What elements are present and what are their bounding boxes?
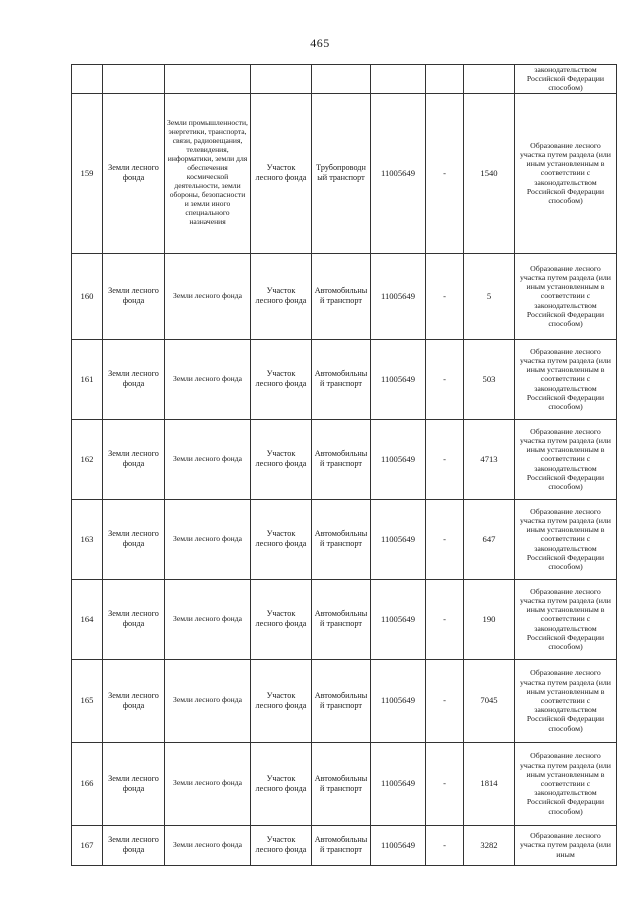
cell-method: Образование лесного участка путем раздела (или иным установленным в соответствии с законодательством Российской Федерации способом) (515, 742, 617, 825)
cell-object: Участок лесного фонда (251, 579, 312, 659)
cell-object: Участок лесного фонда (251, 339, 312, 419)
cell-purpose: Автомобильный транспорт (312, 253, 371, 339)
table-row (72, 825, 617, 865)
cell-code: 11005649 (371, 579, 426, 659)
cell-method: Образование лесного участка путем раздела (или иным (515, 825, 617, 865)
carryover-row (72, 65, 617, 94)
cell-purpose: Автомобильный транспорт (312, 579, 371, 659)
cell-purpose (312, 65, 371, 94)
cell-no: 159 (72, 93, 103, 253)
cell-area: 5 (464, 253, 515, 339)
cell-object: Участок лесного фонда (251, 742, 312, 825)
cell-category: Земли лесного фонда (103, 419, 165, 499)
cell-code: 11005649 (371, 419, 426, 499)
cell-permitted-use: Земли лесного фонда (165, 253, 251, 339)
cell-area: 1540 (464, 93, 515, 253)
cell-method: Образование лесного участка путем раздела (или иным установленным в соответствии с законодательством Российской Федерации способом) (515, 499, 617, 579)
cell-area (464, 65, 515, 94)
cell-category: Земли лесного фонда (103, 253, 165, 339)
cell-permitted-use: Земли лесного фонда (165, 419, 251, 499)
cell-category: Земли лесного фонда (103, 825, 165, 865)
cell-no: 167 (72, 825, 103, 865)
cell-code: 11005649 (371, 499, 426, 579)
cell-no: 160 (72, 253, 103, 339)
cell-no: 164 (72, 579, 103, 659)
cell-permitted-use: Земли лесного фонда (165, 579, 251, 659)
cell-method: Образование лесного участка путем раздела (или иным установленным в соответствии с законодательством Российской Федерации способом) (515, 659, 617, 742)
cell-area: 4713 (464, 419, 515, 499)
cell-permitted-use: Земли лесного фонда (165, 742, 251, 825)
cell-category: Земли лесного фонда (103, 742, 165, 825)
cell-dash: - (426, 825, 464, 865)
cell-category (103, 65, 165, 94)
cell-code: 11005649 (371, 659, 426, 742)
cell-object (251, 65, 312, 94)
cell-purpose: Автомобильный транспорт (312, 742, 371, 825)
cell-purpose: Автомобильный транспорт (312, 419, 371, 499)
cell-method: Образование лесного участка путем раздела (или иным установленным в соответствии с законодательством Российской Федерации способом) (515, 339, 617, 419)
cell-no: 162 (72, 419, 103, 499)
cell-object: Участок лесного фонда (251, 825, 312, 865)
cell-area: 647 (464, 499, 515, 579)
table-row (72, 419, 617, 499)
cell-method: законодательством Российской Федерации способом) (515, 65, 617, 94)
cell-area: 190 (464, 579, 515, 659)
cell-dash (426, 65, 464, 94)
cell-purpose: Автомобильный транспорт (312, 339, 371, 419)
cell-purpose: Автомобильный транспорт (312, 499, 371, 579)
cell-area: 3282 (464, 825, 515, 865)
cell-purpose: Автомобильный транспорт (312, 825, 371, 865)
cell-category: Земли лесного фонда (103, 579, 165, 659)
cell-permitted-use: Земли лесного фонда (165, 825, 251, 865)
table-row (72, 499, 617, 579)
cell-code: 11005649 (371, 742, 426, 825)
cell-purpose: Автомобильный транспорт (312, 659, 371, 742)
cell-no: 161 (72, 339, 103, 419)
cell-permitted-use: Земли лесного фонда (165, 499, 251, 579)
cell-method: Образование лесного участка путем раздела (или иным установленным в соответствии с законодательством Российской Федерации способом) (515, 419, 617, 499)
cell-object: Участок лесного фонда (251, 499, 312, 579)
table-row (72, 93, 617, 253)
cell-area: 1814 (464, 742, 515, 825)
table-row (72, 339, 617, 419)
cell-dash: - (426, 253, 464, 339)
cell-dash: - (426, 742, 464, 825)
cell-dash: - (426, 579, 464, 659)
table-row (72, 742, 617, 825)
cell-area: 503 (464, 339, 515, 419)
table-body (72, 93, 617, 865)
cell-permitted-use: Земли лесного фонда (165, 339, 251, 419)
table-row (72, 253, 617, 339)
cell-no: 166 (72, 742, 103, 825)
cell-dash: - (426, 659, 464, 742)
cell-permitted-use: Земли промышленности, энергетики, транспорта, связи, радиовещания, телевидения, информатики, земли для обеспечения космической деятельности, земли обороны, безопасности и земли иного специального назначения (165, 93, 251, 253)
cell-code: 11005649 (371, 339, 426, 419)
cell-category: Земли лесного фонда (103, 339, 165, 419)
cell-object: Участок лесного фонда (251, 253, 312, 339)
table-row (72, 659, 617, 742)
cell-code: 11005649 (371, 253, 426, 339)
cell-no: 163 (72, 499, 103, 579)
cell-category: Земли лесного фонда (103, 499, 165, 579)
table-row (72, 579, 617, 659)
cell-purpose: Трубопроводный транспорт (312, 93, 371, 253)
cell-object: Участок лесного фонда (251, 93, 312, 253)
cell-code (371, 65, 426, 94)
cell-method: Образование лесного участка путем раздела (или иным установленным в соответствии с законодательством Российской Федерации способом) (515, 93, 617, 253)
cell-dash: - (426, 499, 464, 579)
cell-permitted-use (165, 65, 251, 94)
cell-category: Земли лесного фонда (103, 93, 165, 253)
cell-code: 11005649 (371, 825, 426, 865)
cell-method: Образование лесного участка путем раздела (или иным установленным в соответствии с законодательством Российской Федерации способом) (515, 579, 617, 659)
cell-code: 11005649 (371, 93, 426, 253)
cell-method: Образование лесного участка путем раздела (или иным установленным в соответствии с законодательством Российской Федерации способом) (515, 253, 617, 339)
cell-dash: - (426, 419, 464, 499)
cell-object: Участок лесного фонда (251, 659, 312, 742)
cell-dash: - (426, 339, 464, 419)
cell-no: 165 (72, 659, 103, 742)
page-number: 465 (310, 36, 330, 50)
land-plot-table (71, 64, 617, 866)
cell-permitted-use: Земли лесного фонда (165, 659, 251, 742)
cell-category: Земли лесного фонда (103, 659, 165, 742)
cell-no (72, 65, 103, 94)
cell-area: 7045 (464, 659, 515, 742)
cell-dash: - (426, 93, 464, 253)
cell-object: Участок лесного фонда (251, 419, 312, 499)
